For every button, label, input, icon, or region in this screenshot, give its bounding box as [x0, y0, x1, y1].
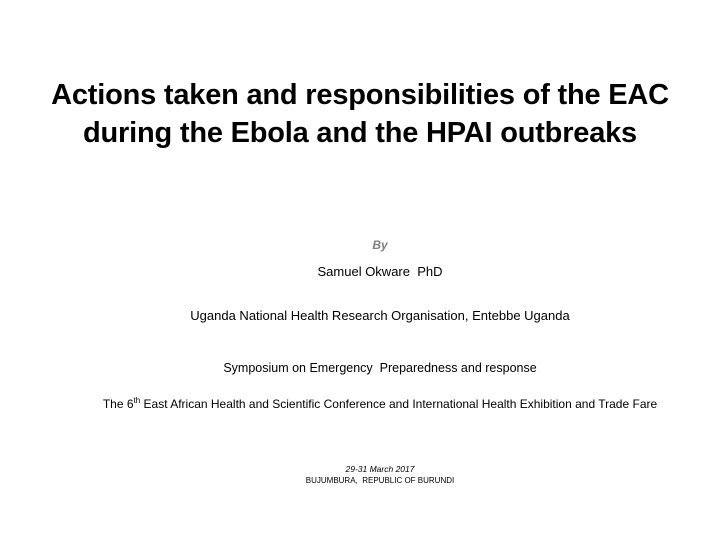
conference-name: [70, 397, 690, 411]
conference-ordinal-suffix: th: [133, 396, 141, 405]
slide-title: [10, 76, 710, 152]
author-name: Samuel Okware PhD: [317, 264, 443, 279]
symposium-name: Symposium on Emergency Preparedness and response: [223, 361, 537, 375]
conference-prefix: The 6: [102, 397, 134, 411]
event-location: BUJUMBURA, REPUBLIC OF BURUNDI: [305, 476, 455, 485]
event-date: 29-31 March 2017: [345, 464, 415, 474]
slide-title-line-1: Actions taken and responsibilities of the EAC: [51, 79, 669, 111]
slide-title-line-2: during the Ebola and the HPAI outbreaks: [83, 117, 637, 149]
author-organisation: Uganda National Health Research Organisation, Entebbe Uganda: [190, 308, 570, 323]
by-label: By: [372, 238, 388, 252]
conference-rest: East African Health and Scientific Conference and International Health Exhibition and Trade Fare: [140, 397, 658, 411]
